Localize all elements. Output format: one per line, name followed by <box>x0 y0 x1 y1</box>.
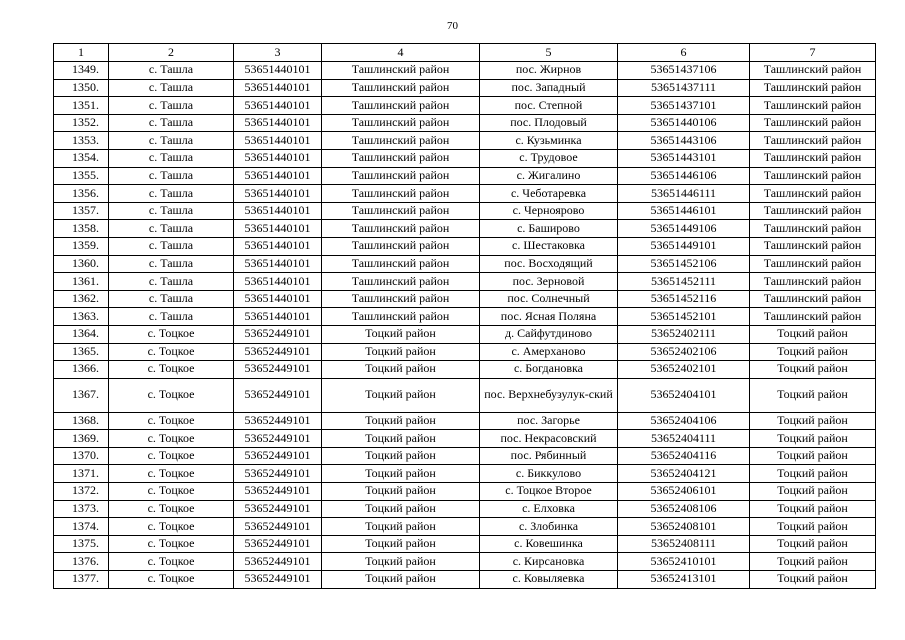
table-row <box>54 273 876 291</box>
center-district-cell: Ташлинский район <box>322 237 480 255</box>
settlement-name-cell: с. Биккулово <box>480 465 618 483</box>
settlement-code-cell: 53651437101 <box>618 97 750 115</box>
settlement-district-cell: Ташлинский район <box>750 97 876 115</box>
row-number-cell: 1356. <box>54 185 109 203</box>
center-code-cell: 53652449101 <box>234 571 322 589</box>
settlement-name-cell: пос. Загорье <box>480 412 618 430</box>
settlement-district-cell: Ташлинский район <box>750 255 876 273</box>
center-name-cell: с. Тоцкое <box>109 553 234 571</box>
row-number-cell: 1362. <box>54 290 109 308</box>
row-number-cell: 1371. <box>54 465 109 483</box>
center-district-cell: Ташлинский район <box>322 114 480 132</box>
column-header: 2 <box>109 44 234 62</box>
settlement-code-cell: 53651452111 <box>618 273 750 291</box>
center-code-cell: 53652449101 <box>234 447 322 465</box>
center-code-cell: 53651440101 <box>234 237 322 255</box>
center-code-cell: 53651440101 <box>234 273 322 291</box>
center-code-cell: 53651440101 <box>234 97 322 115</box>
row-number-cell: 1366. <box>54 361 109 379</box>
center-district-cell: Ташлинский район <box>322 79 480 97</box>
center-name-cell: с. Тоцкое <box>109 447 234 465</box>
row-number-cell: 1369. <box>54 430 109 448</box>
center-district-cell: Ташлинский район <box>322 149 480 167</box>
center-code-cell: 53651440101 <box>234 62 322 80</box>
row-number-cell: 1370. <box>54 447 109 465</box>
center-name-cell: с. Тоцкое <box>109 378 234 412</box>
settlement-code-cell: 53652404106 <box>618 412 750 430</box>
settlement-district-cell: Ташлинский район <box>750 273 876 291</box>
settlement-code-cell: 53651440106 <box>618 114 750 132</box>
column-header: 5 <box>480 44 618 62</box>
settlement-district-cell: Тоцкий район <box>750 535 876 553</box>
center-code-cell: 53652449101 <box>234 518 322 536</box>
center-district-cell: Тоцкий район <box>322 343 480 361</box>
row-number-cell: 1349. <box>54 62 109 80</box>
table-row <box>54 535 876 553</box>
settlement-name-cell: пос. Солнечный <box>480 290 618 308</box>
settlement-name-cell: с. Трудовое <box>480 149 618 167</box>
settlement-code-cell: 53652404111 <box>618 430 750 448</box>
center-code-cell: 53652449101 <box>234 343 322 361</box>
settlement-code-cell: 53651443101 <box>618 149 750 167</box>
row-number-cell: 1350. <box>54 79 109 97</box>
table-row <box>54 167 876 185</box>
page-number: 70 <box>447 20 458 32</box>
settlement-district-cell: Ташлинский район <box>750 202 876 220</box>
center-name-cell: с. Ташла <box>109 167 234 185</box>
table-row <box>54 325 876 343</box>
table-row <box>54 185 876 203</box>
table-row <box>54 343 876 361</box>
center-name-cell: с. Ташла <box>109 185 234 203</box>
row-number-cell: 1355. <box>54 167 109 185</box>
center-code-cell: 53651440101 <box>234 290 322 308</box>
center-district-cell: Тоцкий район <box>322 378 480 412</box>
settlement-name-cell: пос. Западный <box>480 79 618 97</box>
center-code-cell: 53651440101 <box>234 114 322 132</box>
center-name-cell: с. Ташла <box>109 202 234 220</box>
row-number-cell: 1365. <box>54 343 109 361</box>
center-district-cell: Ташлинский район <box>322 62 480 80</box>
table-row <box>54 290 876 308</box>
settlements-table <box>53 43 876 589</box>
settlement-code-cell: 53651452106 <box>618 255 750 273</box>
settlement-name-cell: пос. Плодовый <box>480 114 618 132</box>
settlement-name-cell: д. Сайфутдиново <box>480 325 618 343</box>
center-code-cell: 53652449101 <box>234 378 322 412</box>
settlement-district-cell: Ташлинский район <box>750 167 876 185</box>
settlement-name-cell: с. Богдановка <box>480 361 618 379</box>
settlement-district-cell: Ташлинский район <box>750 290 876 308</box>
center-name-cell: с. Ташла <box>109 237 234 255</box>
settlement-code-cell: 53651446101 <box>618 202 750 220</box>
center-district-cell: Ташлинский район <box>322 308 480 326</box>
column-header: 3 <box>234 44 322 62</box>
row-number-cell: 1352. <box>54 114 109 132</box>
table-row <box>54 500 876 518</box>
center-code-cell: 53651440101 <box>234 308 322 326</box>
settlement-code-cell: 53652402111 <box>618 325 750 343</box>
center-name-cell: с. Ташла <box>109 308 234 326</box>
center-code-cell: 53652449101 <box>234 430 322 448</box>
settlement-code-cell: 53651449106 <box>618 220 750 238</box>
center-district-cell: Ташлинский район <box>322 167 480 185</box>
row-number-cell: 1364. <box>54 325 109 343</box>
table-row <box>54 132 876 150</box>
settlement-district-cell: Ташлинский район <box>750 114 876 132</box>
column-header: 7 <box>750 44 876 62</box>
settlement-district-cell: Тоцкий район <box>750 483 876 501</box>
table-row <box>54 308 876 326</box>
center-code-cell: 53651440101 <box>234 132 322 150</box>
center-district-cell: Ташлинский район <box>322 132 480 150</box>
row-number-cell: 1351. <box>54 97 109 115</box>
settlement-code-cell: 53652404116 <box>618 447 750 465</box>
column-header: 6 <box>618 44 750 62</box>
center-code-cell: 53652449101 <box>234 465 322 483</box>
table-row <box>54 571 876 589</box>
settlement-district-cell: Тоцкий район <box>750 412 876 430</box>
settlement-name-cell: с. Елховка <box>480 500 618 518</box>
center-code-cell: 53652449101 <box>234 361 322 379</box>
center-code-cell: 53652449101 <box>234 535 322 553</box>
center-district-cell: Ташлинский район <box>322 202 480 220</box>
settlement-code-cell: 53652413101 <box>618 571 750 589</box>
center-name-cell: с. Тоцкое <box>109 500 234 518</box>
row-number-cell: 1375. <box>54 535 109 553</box>
table-row <box>54 220 876 238</box>
settlement-district-cell: Ташлинский район <box>750 149 876 167</box>
row-number-cell: 1373. <box>54 500 109 518</box>
settlement-code-cell: 53652406101 <box>618 483 750 501</box>
settlement-name-cell: пос. Жирнов <box>480 62 618 80</box>
center-district-cell: Тоцкий район <box>322 465 480 483</box>
center-name-cell: с. Ташла <box>109 220 234 238</box>
center-district-cell: Ташлинский район <box>322 97 480 115</box>
center-code-cell: 53651440101 <box>234 185 322 203</box>
table-row <box>54 483 876 501</box>
settlement-district-cell: Ташлинский район <box>750 132 876 150</box>
settlement-name-cell: пос. Рябинный <box>480 447 618 465</box>
settlement-name-cell: с. Баширово <box>480 220 618 238</box>
settlement-code-cell: 53651449101 <box>618 237 750 255</box>
settlement-code-cell: 53651437106 <box>618 62 750 80</box>
table-row <box>54 465 876 483</box>
settlement-name-cell: пос. Некрасовский <box>480 430 618 448</box>
center-district-cell: Тоцкий район <box>322 571 480 589</box>
settlement-code-cell: 53651446111 <box>618 185 750 203</box>
row-number-cell: 1363. <box>54 308 109 326</box>
center-district-cell: Ташлинский район <box>322 220 480 238</box>
settlement-district-cell: Ташлинский район <box>750 79 876 97</box>
center-district-cell: Тоцкий район <box>322 361 480 379</box>
settlement-district-cell: Тоцкий район <box>750 447 876 465</box>
table-row <box>54 412 876 430</box>
center-code-cell: 53652449101 <box>234 412 322 430</box>
table-row <box>54 149 876 167</box>
table-row <box>54 202 876 220</box>
table-row <box>54 361 876 379</box>
settlement-code-cell: 53651452101 <box>618 308 750 326</box>
center-code-cell: 53652449101 <box>234 325 322 343</box>
settlement-district-cell: Тоцкий район <box>750 465 876 483</box>
row-number-cell: 1367. <box>54 378 109 412</box>
center-district-cell: Тоцкий район <box>322 325 480 343</box>
row-number-cell: 1374. <box>54 518 109 536</box>
center-name-cell: с. Ташла <box>109 132 234 150</box>
settlement-name-cell: с. Тоцкое Второе <box>480 483 618 501</box>
center-name-cell: с. Тоцкое <box>109 412 234 430</box>
row-number-cell: 1361. <box>54 273 109 291</box>
settlement-code-cell: 53651443106 <box>618 132 750 150</box>
settlement-name-cell: с. Ковыляевка <box>480 571 618 589</box>
center-district-cell: Тоцкий район <box>322 535 480 553</box>
center-district-cell: Тоцкий район <box>322 447 480 465</box>
center-district-cell: Тоцкий район <box>322 412 480 430</box>
settlement-district-cell: Тоцкий район <box>750 361 876 379</box>
center-code-cell: 53651440101 <box>234 220 322 238</box>
center-code-cell: 53651440101 <box>234 149 322 167</box>
table-row <box>54 114 876 132</box>
center-district-cell: Ташлинский район <box>322 290 480 308</box>
center-name-cell: с. Тоцкое <box>109 465 234 483</box>
center-district-cell: Тоцкий район <box>322 500 480 518</box>
settlement-name-cell: пос. Верхнебузулук-ский <box>480 378 618 412</box>
center-district-cell: Ташлинский район <box>322 255 480 273</box>
row-number-cell: 1354. <box>54 149 109 167</box>
table-row <box>54 79 876 97</box>
table-body <box>54 62 876 589</box>
table-row <box>54 553 876 571</box>
settlement-name-cell: с. Кирсановка <box>480 553 618 571</box>
settlement-code-cell: 53652404101 <box>618 378 750 412</box>
table-row <box>54 430 876 448</box>
settlement-code-cell: 53651437111 <box>618 79 750 97</box>
settlement-district-cell: Ташлинский район <box>750 62 876 80</box>
center-code-cell: 53652449101 <box>234 500 322 518</box>
settlement-district-cell: Тоцкий район <box>750 571 876 589</box>
settlement-name-cell: с. Кузьминка <box>480 132 618 150</box>
settlement-code-cell: 53651452116 <box>618 290 750 308</box>
settlement-district-cell: Тоцкий район <box>750 518 876 536</box>
settlement-name-cell: с. Злобинка <box>480 518 618 536</box>
settlement-code-cell: 53651446106 <box>618 167 750 185</box>
table-row <box>54 518 876 536</box>
settlement-district-cell: Тоцкий район <box>750 430 876 448</box>
row-number-cell: 1377. <box>54 571 109 589</box>
center-code-cell: 53651440101 <box>234 202 322 220</box>
settlement-code-cell: 53652410101 <box>618 553 750 571</box>
center-district-cell: Ташлинский район <box>322 273 480 291</box>
settlement-name-cell: пос. Степной <box>480 97 618 115</box>
center-name-cell: с. Ташла <box>109 79 234 97</box>
table-row <box>54 447 876 465</box>
settlement-district-cell: Ташлинский район <box>750 220 876 238</box>
center-name-cell: с. Ташла <box>109 290 234 308</box>
center-name-cell: с. Ташла <box>109 114 234 132</box>
table-row <box>54 378 876 412</box>
center-name-cell: с. Тоцкое <box>109 535 234 553</box>
settlement-name-cell: пос. Восходящий <box>480 255 618 273</box>
center-district-cell: Тоцкий район <box>322 483 480 501</box>
settlement-district-cell: Тоцкий район <box>750 325 876 343</box>
center-name-cell: с. Ташла <box>109 62 234 80</box>
center-name-cell: с. Ташла <box>109 273 234 291</box>
center-name-cell: с. Тоцкое <box>109 361 234 379</box>
settlement-district-cell: Ташлинский район <box>750 185 876 203</box>
column-header: 4 <box>322 44 480 62</box>
row-number-cell: 1360. <box>54 255 109 273</box>
settlement-district-cell: Тоцкий район <box>750 500 876 518</box>
center-code-cell: 53651440101 <box>234 79 322 97</box>
settlement-name-cell: пос. Зерновой <box>480 273 618 291</box>
center-name-cell: с. Тоцкое <box>109 343 234 361</box>
table-row <box>54 255 876 273</box>
row-number-cell: 1376. <box>54 553 109 571</box>
center-name-cell: с. Ташла <box>109 149 234 167</box>
settlement-code-cell: 53652408106 <box>618 500 750 518</box>
settlement-code-cell: 53652408111 <box>618 535 750 553</box>
settlement-district-cell: Тоцкий район <box>750 343 876 361</box>
settlement-district-cell: Тоцкий район <box>750 378 876 412</box>
row-number-cell: 1358. <box>54 220 109 238</box>
settlement-name-cell: с. Жигалино <box>480 167 618 185</box>
center-name-cell: с. Тоцкое <box>109 430 234 448</box>
table-row <box>54 62 876 80</box>
center-name-cell: с. Тоцкое <box>109 571 234 589</box>
settlement-code-cell: 53652408101 <box>618 518 750 536</box>
settlement-district-cell: Тоцкий район <box>750 553 876 571</box>
center-name-cell: с. Тоцкое <box>109 325 234 343</box>
row-number-cell: 1372. <box>54 483 109 501</box>
center-code-cell: 53652449101 <box>234 553 322 571</box>
row-number-cell: 1353. <box>54 132 109 150</box>
settlement-name-cell: с. Чеботаревка <box>480 185 618 203</box>
center-name-cell: с. Тоцкое <box>109 518 234 536</box>
center-district-cell: Тоцкий район <box>322 430 480 448</box>
settlement-code-cell: 53652402101 <box>618 361 750 379</box>
settlement-name-cell: с. Шестаковка <box>480 237 618 255</box>
settlement-district-cell: Ташлинский район <box>750 237 876 255</box>
settlement-code-cell: 53652402106 <box>618 343 750 361</box>
center-district-cell: Тоцкий район <box>322 518 480 536</box>
settlement-name-cell: с. Черноярово <box>480 202 618 220</box>
center-name-cell: с. Тоцкое <box>109 483 234 501</box>
settlement-district-cell: Ташлинский район <box>750 308 876 326</box>
column-header: 1 <box>54 44 109 62</box>
header-row <box>54 44 876 62</box>
settlement-name-cell: пос. Ясная Поляна <box>480 308 618 326</box>
row-number-cell: 1368. <box>54 412 109 430</box>
settlement-code-cell: 53652404121 <box>618 465 750 483</box>
center-code-cell: 53651440101 <box>234 255 322 273</box>
row-number-cell: 1357. <box>54 202 109 220</box>
center-code-cell: 53651440101 <box>234 167 322 185</box>
center-name-cell: с. Ташла <box>109 255 234 273</box>
table-row <box>54 237 876 255</box>
settlement-name-cell: с. Амерханово <box>480 343 618 361</box>
settlement-name-cell: с. Ковешинка <box>480 535 618 553</box>
center-district-cell: Тоцкий район <box>322 553 480 571</box>
center-code-cell: 53652449101 <box>234 483 322 501</box>
center-name-cell: с. Ташла <box>109 97 234 115</box>
table-row <box>54 97 876 115</box>
row-number-cell: 1359. <box>54 237 109 255</box>
center-district-cell: Ташлинский район <box>322 185 480 203</box>
